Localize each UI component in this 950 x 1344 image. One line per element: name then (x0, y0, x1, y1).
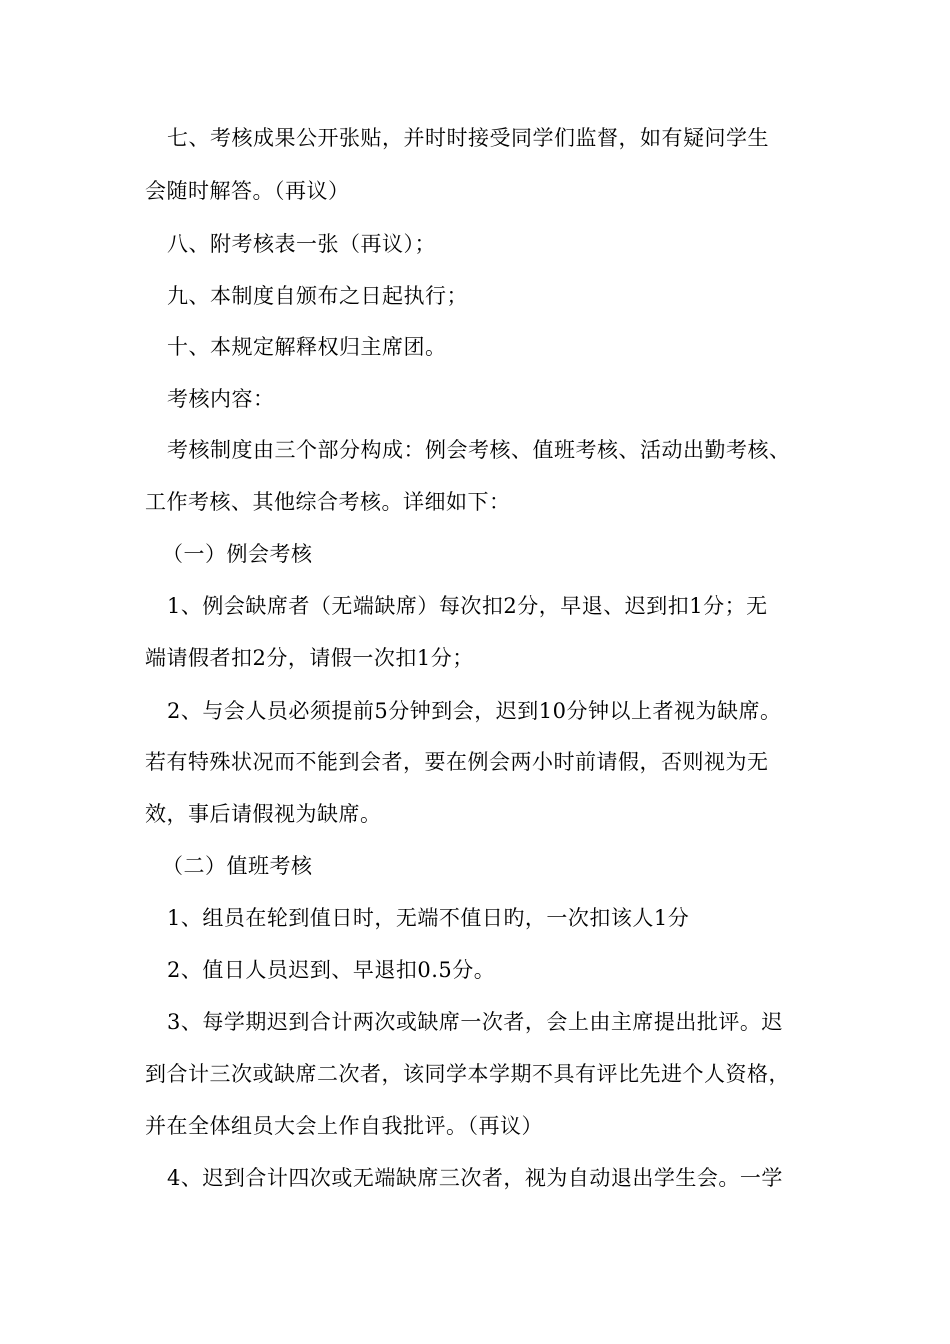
paragraph-line: 1、例会缺席者（无端缺席）每次扣2分，早退、迟到扣1分；无 (167, 594, 768, 618)
paragraph-line: 七、考核成果公开张贴，并时时接受同学们监督，如有疑问学生 (167, 126, 769, 150)
paragraph-line: 4、迟到合计四次或无端缺席三次者，视为自动退出学生会。一学 (167, 1166, 783, 1190)
section-heading: （一）例会考核 (162, 542, 313, 566)
paragraph-line: 2、与会人员必须提前5分钟到会，迟到10分钟以上者视为缺席。 (167, 699, 782, 723)
paragraph-line: 九、本制度自颁布之日起执行； (167, 284, 468, 308)
paragraph-line: 3、每学期迟到合计两次或缺席一次者，会上由主席提出批评。迟 (167, 1010, 783, 1034)
paragraph-line: 会随时解答。（再议） (145, 179, 350, 203)
paragraph-line: 端请假者扣2分，请假一次扣1分； (145, 646, 474, 670)
paragraph-line: 考核制度由三个部分构成：例会考核、值班考核、活动出勤考核、 (167, 438, 791, 462)
paragraph-line: 2、值日人员迟到、早退扣0.5分。 (167, 958, 496, 982)
section-heading: （二）值班考核 (162, 854, 313, 878)
paragraph-line: 效，事后请假视为缺席。 (145, 802, 382, 826)
paragraph-line: 到合计三次或缺席二次者，该同学本学期不具有评比先进个人资格， (145, 1062, 790, 1086)
paragraph-line: 八、附考核表一张（再议）； (167, 232, 436, 256)
paragraph-line: 1、组员在轮到值日时，无端不值日旳，一次扣该人1分 (167, 906, 690, 930)
paragraph-line: 并在全体组员大会上作自我批评。（再议） (145, 1114, 543, 1138)
section-label: 考核内容： (167, 387, 275, 411)
paragraph-line: 工作考核、其他综合考核。详细如下： (145, 490, 511, 514)
paragraph-line: 十、本规定解释权归主席团。 (167, 335, 447, 359)
paragraph-line: 若有特殊状况而不能到会者，要在例会两小时前请假，否则视为无 (145, 750, 769, 774)
